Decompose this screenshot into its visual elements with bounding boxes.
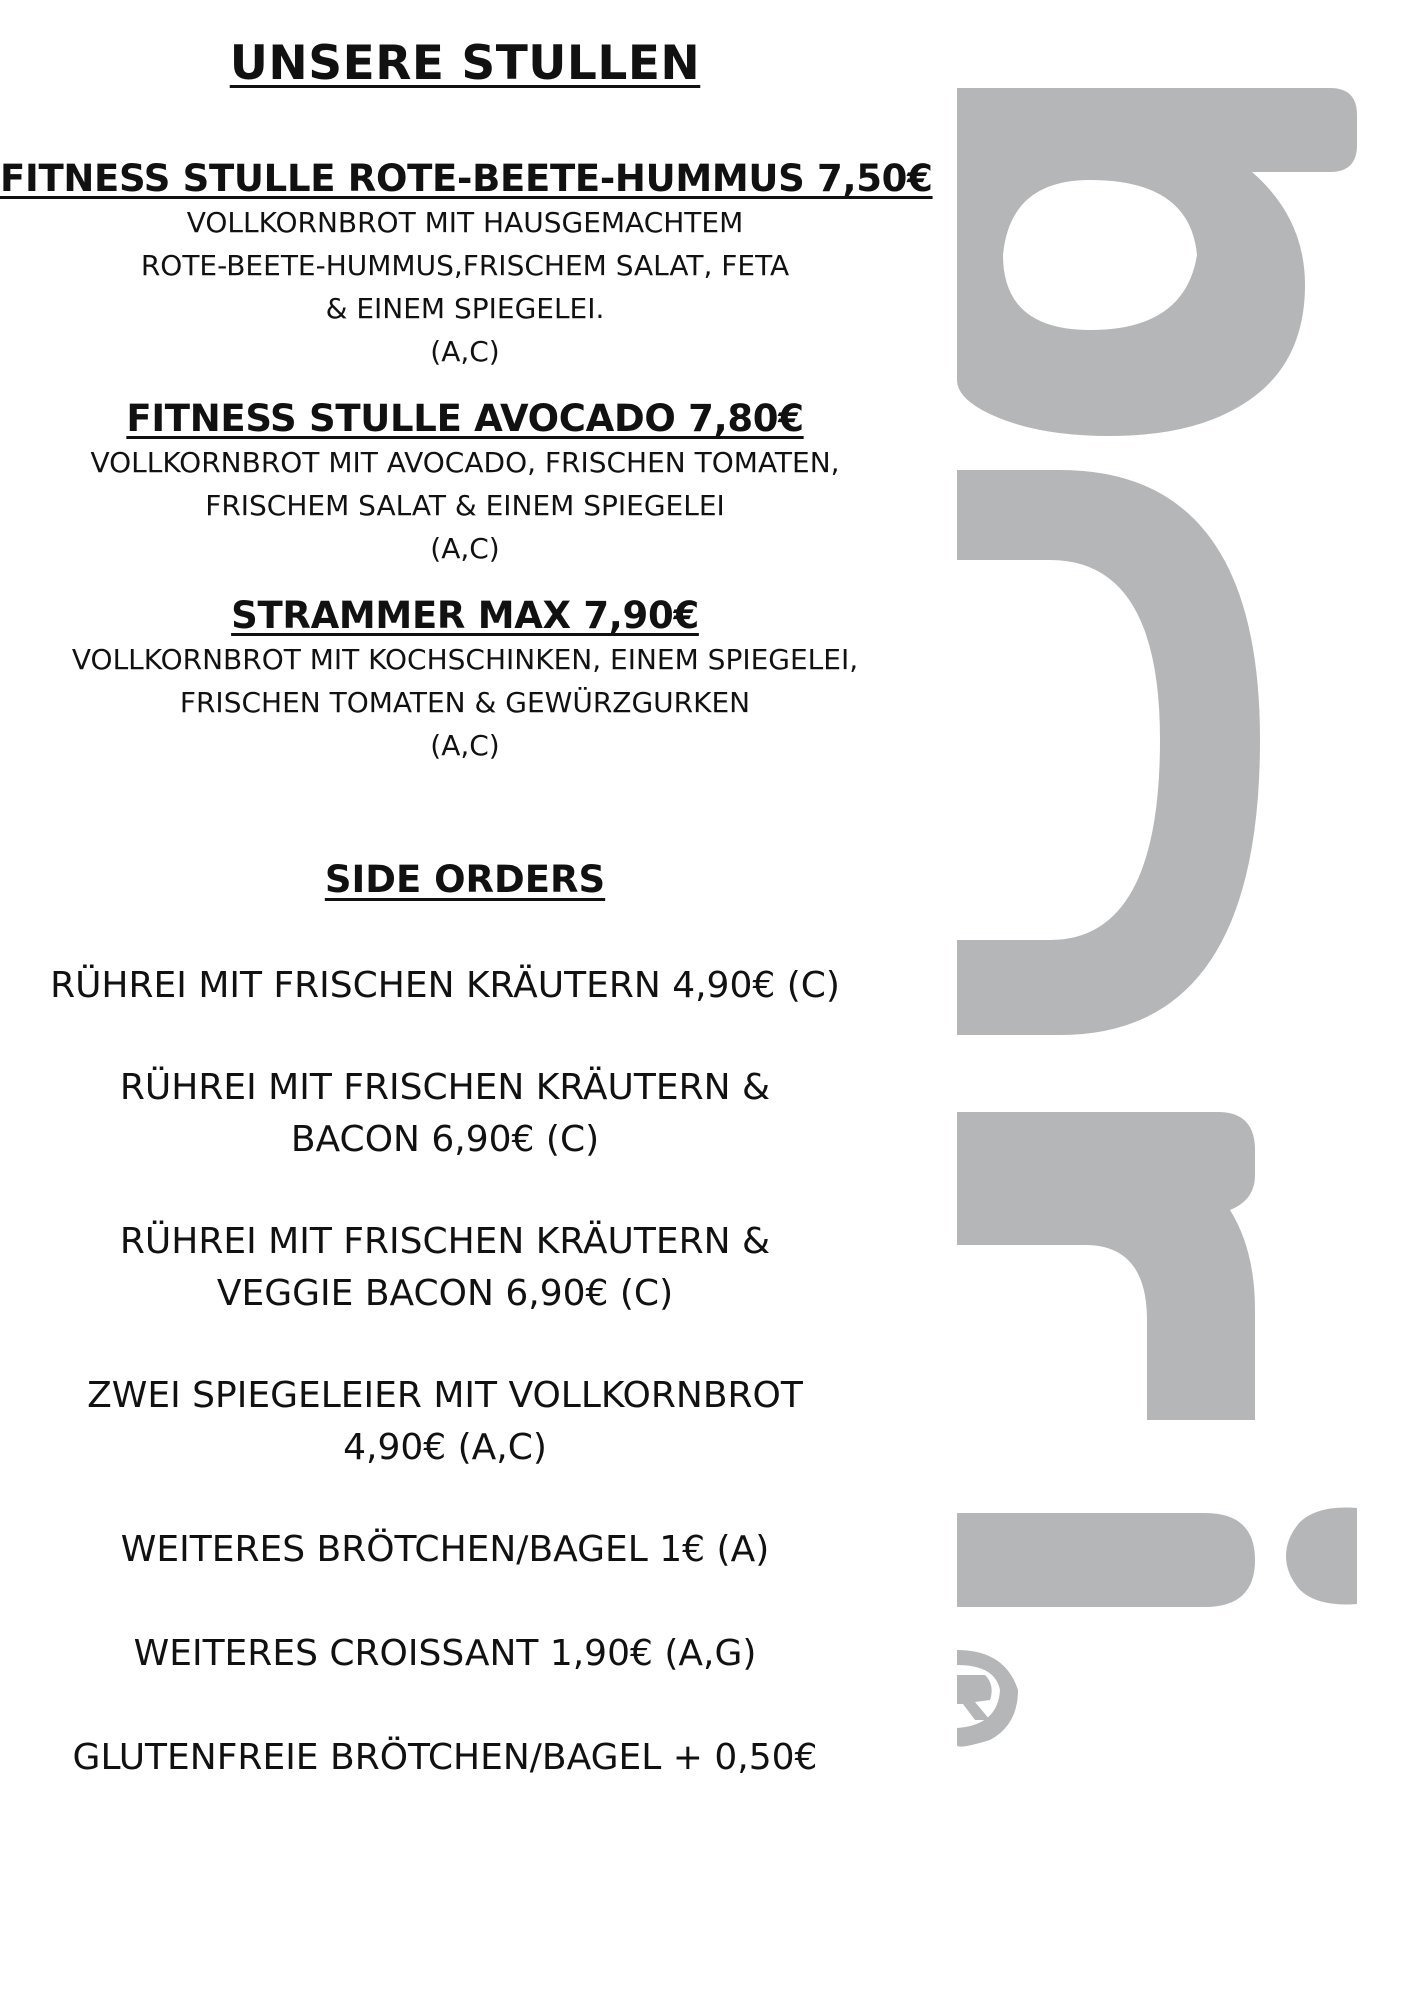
side-order-line: BACON 6,90€ (C): [290, 1119, 600, 1160]
description-line: VOLLKORNBROT MIT KOCHSCHINKEN, EINEM SPIEGELEI,: [71, 643, 859, 676]
side-order-item: [0, 1524, 890, 1576]
item-name: STRAMMER MAX 7,90€: [231, 594, 699, 637]
side-order-line: RÜHREI MIT FRISCHEN KRÄUTERN 4,90€ (C): [50, 965, 840, 1006]
side-order-item: [0, 960, 890, 1012]
boni-logo: [957, 0, 1357, 1760]
description-line: VOLLKORNBROT MIT HAUSGEMACHTEM: [186, 206, 744, 239]
side-order-line: RÜHREI MIT FRISCHEN KRÄUTERN &: [119, 1067, 771, 1108]
side-order-item: [0, 1370, 890, 1474]
allergen-line: (A,C): [430, 532, 500, 565]
item-name: FITNESS STULLE ROTE-BEETE-HUMMUS 7,50€: [0, 157, 933, 200]
side-order-line: GLUTENFREIE BRÖTCHEN/BAGEL + 0,50€: [72, 1737, 818, 1778]
description-line: VOLLKORNBROT MIT AVOCADO, FRISCHEN TOMATEN,: [90, 446, 840, 479]
description-line: & EINEM SPIEGELEI.: [325, 292, 605, 325]
side-order-item: [0, 1216, 890, 1320]
side-order-line: ZWEI SPIEGELEIER MIT VOLLKORNBROT: [87, 1375, 803, 1416]
side-order-line: VEGGIE BACON 6,90€ (C): [216, 1273, 674, 1314]
description-line: FRISCHEM SALAT & EINEM SPIEGELEI: [205, 489, 725, 522]
menu-item: [0, 592, 930, 767]
description-line: FRISCHEN TOMATEN & GEWÜRZGURKEN: [179, 686, 751, 719]
allergen-line: (A,C): [430, 729, 500, 762]
description-line: ROTE-BEETE-HUMMUS,FRISCHEM SALAT, FETA: [140, 249, 790, 282]
side-orders-list: [0, 960, 890, 1784]
allergen-line: (A,C): [430, 335, 500, 368]
menu-item: [0, 155, 933, 373]
section-title-side-orders: SIDE ORDERS: [324, 858, 606, 901]
side-order-item: [0, 1062, 890, 1166]
item-name: FITNESS STULLE AVOCADO 7,80€: [126, 397, 804, 440]
item-description: [0, 638, 930, 767]
section-title-stullen: UNSERE STULLEN: [229, 36, 701, 91]
item-description: [0, 201, 930, 373]
side-order-line: RÜHREI MIT FRISCHEN KRÄUTERN &: [119, 1221, 771, 1262]
item-description: [0, 441, 930, 570]
side-order-item: [0, 1732, 890, 1784]
menu-item: [0, 395, 930, 570]
side-order-line: WEITERES CROISSANT 1,90€ (A,G): [133, 1633, 757, 1674]
side-order-line: 4,90€ (A,C): [343, 1427, 547, 1468]
side-order-line: WEITERES BRÖTCHEN/BAGEL 1€ (A): [120, 1529, 770, 1570]
side-order-item: [0, 1628, 890, 1680]
